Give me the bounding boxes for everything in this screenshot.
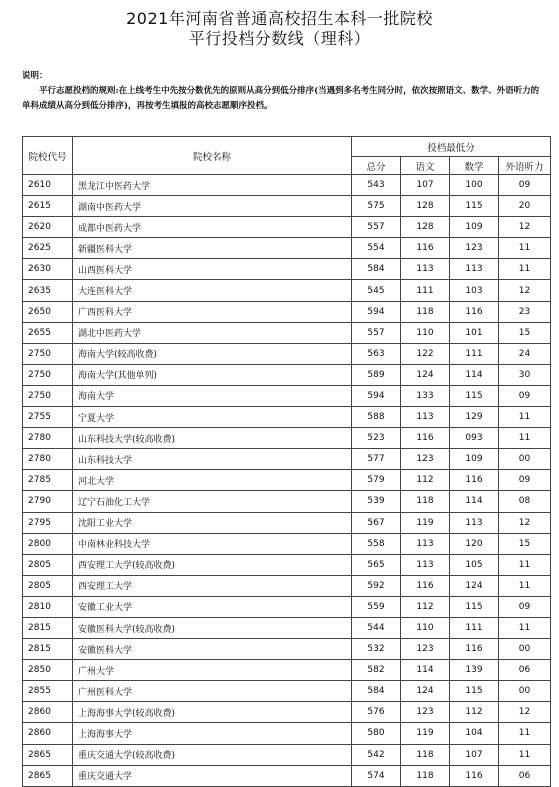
table-row — [23, 702, 551, 723]
cell-name: 辽宁石油化工大学 — [73, 491, 352, 512]
header-min-score-group: 投档最低分 — [352, 137, 551, 157]
cell-name: 成都中医药大学 — [73, 217, 352, 238]
cell-listening: 12 — [499, 512, 551, 533]
cell-chinese: 119 — [401, 512, 450, 533]
cell-code: 2865 — [23, 765, 73, 786]
cell-listening: 00 — [499, 449, 551, 470]
cell-chinese: 128 — [401, 217, 450, 238]
cell-listening: 12 — [499, 217, 551, 238]
cell-math: 116 — [450, 639, 499, 660]
cell-code: 2620 — [23, 217, 73, 238]
cell-total: 544 — [352, 617, 401, 638]
table-row — [23, 449, 551, 470]
cell-chinese: 128 — [401, 196, 450, 217]
title-line-1: 2021年河南省普通高校招生本科一批院校 — [126, 9, 433, 28]
cell-listening: 06 — [499, 660, 551, 681]
cell-chinese: 124 — [401, 364, 450, 385]
cell-math: 115 — [450, 385, 499, 406]
cell-name: 重庆交通大学(较高收费) — [73, 744, 352, 765]
cell-code: 2650 — [23, 301, 73, 322]
cell-math: 109 — [450, 217, 499, 238]
table-row — [23, 554, 551, 575]
cell-name: 黑龙江中医药大学 — [73, 175, 352, 196]
cell-code: 2855 — [23, 681, 73, 702]
cell-code: 2795 — [23, 512, 73, 533]
cell-listening: 11 — [499, 428, 551, 449]
cell-name: 沈阳工业大学 — [73, 512, 352, 533]
cell-math: 124 — [450, 575, 499, 596]
cell-code: 2810 — [23, 596, 73, 617]
cell-chinese: 116 — [401, 428, 450, 449]
cell-listening: 15 — [499, 533, 551, 554]
table-row — [23, 744, 551, 765]
cell-math: 100 — [450, 175, 499, 196]
score-table — [22, 136, 551, 787]
cell-math: 112 — [450, 702, 499, 723]
cell-math: 116 — [450, 301, 499, 322]
cell-name: 山东科技大学(较高收费) — [73, 428, 352, 449]
table-row — [23, 259, 551, 280]
cell-code: 2615 — [23, 196, 73, 217]
cell-name: 宁夏大学 — [73, 407, 352, 428]
cell-code: 2800 — [23, 533, 73, 554]
cell-chinese: 111 — [401, 280, 450, 301]
cell-chinese: 119 — [401, 723, 450, 744]
cell-listening: 15 — [499, 322, 551, 343]
table-row — [23, 491, 551, 512]
cell-name: 海南大学(较高收费) — [73, 343, 352, 364]
cell-total: 539 — [352, 491, 401, 512]
cell-name: 广州医科大学 — [73, 681, 352, 702]
cell-code: 2805 — [23, 554, 73, 575]
table-row — [23, 765, 551, 786]
cell-code: 2860 — [23, 723, 73, 744]
header-chinese: 语文 — [401, 157, 450, 175]
cell-code: 2790 — [23, 491, 73, 512]
cell-chinese: 123 — [401, 449, 450, 470]
cell-code: 2860 — [23, 702, 73, 723]
cell-code: 2785 — [23, 470, 73, 491]
cell-chinese: 116 — [401, 575, 450, 596]
cell-total: 574 — [352, 765, 401, 786]
cell-total: 584 — [352, 259, 401, 280]
cell-listening: 20 — [499, 196, 551, 217]
cell-total: 589 — [352, 364, 401, 385]
cell-code: 2635 — [23, 280, 73, 301]
cell-math: 114 — [450, 364, 499, 385]
table-row — [23, 280, 551, 301]
cell-total: 542 — [352, 744, 401, 765]
cell-code: 2750 — [23, 343, 73, 364]
cell-code: 2655 — [23, 322, 73, 343]
cell-chinese: 118 — [401, 301, 450, 322]
cell-total: 582 — [352, 660, 401, 681]
cell-math: 129 — [450, 407, 499, 428]
cell-name: 海南大学 — [73, 385, 352, 406]
cell-math: 105 — [450, 554, 499, 575]
cell-total: 565 — [352, 554, 401, 575]
cell-math: 109 — [450, 449, 499, 470]
cell-total: 523 — [352, 428, 401, 449]
table-row — [23, 175, 551, 196]
cell-chinese: 107 — [401, 175, 450, 196]
header-math: 数学 — [450, 157, 499, 175]
cell-chinese: 123 — [401, 639, 450, 660]
cell-name: 上海海事大学 — [73, 723, 352, 744]
cell-chinese: 118 — [401, 765, 450, 786]
cell-math: 115 — [450, 196, 499, 217]
cell-listening: 30 — [499, 364, 551, 385]
title-line-2: 平行投档分数线（理科） — [188, 29, 371, 48]
cell-listening: 11 — [499, 744, 551, 765]
cell-code: 2780 — [23, 428, 73, 449]
cell-total: 532 — [352, 639, 401, 660]
cell-chinese: 113 — [401, 407, 450, 428]
cell-name: 山西医科大学 — [73, 259, 352, 280]
cell-math: 114 — [450, 491, 499, 512]
header-name: 院校名称 — [73, 137, 352, 175]
cell-chinese: 113 — [401, 554, 450, 575]
cell-total: 584 — [352, 681, 401, 702]
cell-chinese: 110 — [401, 617, 450, 638]
cell-listening: 11 — [499, 575, 551, 596]
cell-name: 湖南中医药大学 — [73, 196, 352, 217]
cell-chinese: 114 — [401, 660, 450, 681]
cell-name: 西安理工大学(较高收费) — [73, 554, 352, 575]
cell-name: 安徽医科大学 — [73, 639, 352, 660]
cell-name: 河北大学 — [73, 470, 352, 491]
cell-code: 2805 — [23, 575, 73, 596]
cell-math: 116 — [450, 470, 499, 491]
cell-code: 2780 — [23, 449, 73, 470]
table-row — [23, 723, 551, 744]
cell-chinese: 133 — [401, 385, 450, 406]
cell-listening: 11 — [499, 238, 551, 259]
cell-listening: 00 — [499, 681, 551, 702]
cell-total: 588 — [352, 407, 401, 428]
cell-math: 120 — [450, 533, 499, 554]
cell-listening: 06 — [499, 765, 551, 786]
cell-code: 2755 — [23, 407, 73, 428]
table-row — [23, 617, 551, 638]
cell-total: 563 — [352, 343, 401, 364]
cell-total: 545 — [352, 280, 401, 301]
cell-chinese: 112 — [401, 596, 450, 617]
cell-math: 139 — [450, 660, 499, 681]
cell-math: 116 — [450, 765, 499, 786]
table-row — [23, 217, 551, 238]
cell-chinese: 113 — [401, 533, 450, 554]
table-row — [23, 196, 551, 217]
table-row — [23, 301, 551, 322]
cell-name: 西安理工大学 — [73, 575, 352, 596]
cell-code: 2815 — [23, 617, 73, 638]
header-code: 院校代号 — [23, 137, 73, 175]
cell-total: 594 — [352, 385, 401, 406]
cell-code: 2815 — [23, 639, 73, 660]
notes-body: 平行志愿投档的规则:在上线考生中先按分数优先的原则从高分到低分排序(当遇到多名考生同分时，依次按照语文、数学、外语听力的单科成绩从高分到低分排序)，再按考生填报的高校志愿顺序投档。 — [22, 86, 540, 111]
cell-name: 安徽医科大学(较高收费) — [73, 617, 352, 638]
header-listening: 外语听力 — [499, 157, 551, 175]
cell-total: 594 — [352, 301, 401, 322]
cell-math: 115 — [450, 596, 499, 617]
cell-listening: 24 — [499, 343, 551, 364]
cell-math: 113 — [450, 259, 499, 280]
cell-math: 111 — [450, 343, 499, 364]
cell-listening: 09 — [499, 385, 551, 406]
cell-code: 2750 — [23, 364, 73, 385]
cell-code: 2625 — [23, 238, 73, 259]
table-row — [23, 322, 551, 343]
cell-total: 592 — [352, 575, 401, 596]
table-row — [23, 470, 551, 491]
cell-name: 广州大学 — [73, 660, 352, 681]
table-row — [23, 407, 551, 428]
table-row — [23, 533, 551, 554]
cell-math: 111 — [450, 617, 499, 638]
cell-listening: 09 — [499, 470, 551, 491]
cell-chinese: 122 — [401, 343, 450, 364]
cell-chinese: 113 — [401, 259, 450, 280]
cell-chinese: 112 — [401, 470, 450, 491]
cell-total: 557 — [352, 217, 401, 238]
cell-code: 2865 — [23, 744, 73, 765]
cell-math: 103 — [450, 280, 499, 301]
cell-chinese: 124 — [401, 681, 450, 702]
table-body — [23, 175, 551, 787]
cell-name: 海南大学(其他单列) — [73, 364, 352, 385]
cell-listening: 11 — [499, 617, 551, 638]
cell-code: 2630 — [23, 259, 73, 280]
cell-code: 2610 — [23, 175, 73, 196]
table-row — [23, 364, 551, 385]
cell-chinese: 110 — [401, 322, 450, 343]
cell-total: 557 — [352, 322, 401, 343]
cell-name: 中南林业科技大学 — [73, 533, 352, 554]
cell-total: 543 — [352, 175, 401, 196]
cell-total: 579 — [352, 470, 401, 491]
cell-total: 576 — [352, 702, 401, 723]
cell-code: 2850 — [23, 660, 73, 681]
cell-listening: 11 — [499, 407, 551, 428]
cell-chinese: 116 — [401, 238, 450, 259]
cell-listening: 09 — [499, 175, 551, 196]
cell-listening: 12 — [499, 702, 551, 723]
table-row — [23, 428, 551, 449]
cell-total: 554 — [352, 238, 401, 259]
cell-listening: 11 — [499, 554, 551, 575]
cell-total: 580 — [352, 723, 401, 744]
table-row — [23, 681, 551, 702]
cell-name: 大连医科大学 — [73, 280, 352, 301]
table-row — [23, 639, 551, 660]
notes-block — [22, 69, 542, 114]
cell-math: 123 — [450, 238, 499, 259]
table-row — [23, 512, 551, 533]
cell-listening: 00 — [499, 639, 551, 660]
table-row — [23, 596, 551, 617]
cell-math: 113 — [450, 512, 499, 533]
cell-total: 577 — [352, 449, 401, 470]
cell-math: 101 — [450, 322, 499, 343]
cell-name: 广西医科大学 — [73, 301, 352, 322]
table-row — [23, 575, 551, 596]
cell-listening: 23 — [499, 301, 551, 322]
cell-total: 559 — [352, 596, 401, 617]
cell-name: 重庆交通大学 — [73, 765, 352, 786]
table-row — [23, 660, 551, 681]
cell-math: 107 — [450, 744, 499, 765]
cell-math: 115 — [450, 681, 499, 702]
cell-name: 安徽工业大学 — [73, 596, 352, 617]
cell-code: 2750 — [23, 385, 73, 406]
cell-name: 山东科技大学 — [73, 449, 352, 470]
table-row — [23, 238, 551, 259]
cell-total: 575 — [352, 196, 401, 217]
cell-chinese: 118 — [401, 491, 450, 512]
cell-math: 104 — [450, 723, 499, 744]
cell-chinese: 123 — [401, 702, 450, 723]
cell-name: 上海海事大学(较高收费) — [73, 702, 352, 723]
cell-chinese: 118 — [401, 744, 450, 765]
table-row — [23, 343, 551, 364]
cell-total: 567 — [352, 512, 401, 533]
cell-name: 新疆医科大学 — [73, 238, 352, 259]
header-total: 总分 — [352, 157, 401, 175]
page-title — [0, 9, 559, 49]
cell-math: 093 — [450, 428, 499, 449]
cell-listening: 11 — [499, 723, 551, 744]
cell-name: 湖北中医药大学 — [73, 322, 352, 343]
notes-label: 说明： — [22, 71, 48, 81]
cell-listening: 09 — [499, 596, 551, 617]
cell-listening: 11 — [499, 259, 551, 280]
cell-listening: 12 — [499, 280, 551, 301]
table-row — [23, 385, 551, 406]
cell-listening: 08 — [499, 491, 551, 512]
cell-total: 558 — [352, 533, 401, 554]
